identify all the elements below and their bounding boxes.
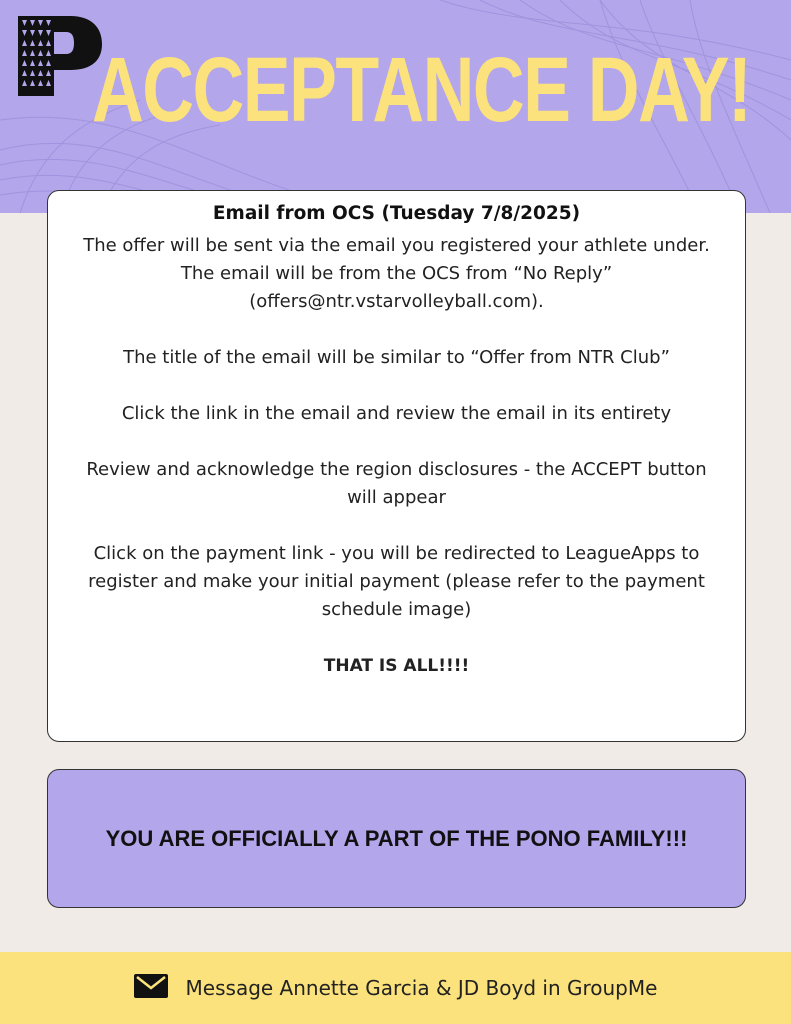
card-title: Email from OCS (Tuesday 7/8/2025) (212, 203, 581, 224)
footer-text: Message Annette Garcia & JD Boyd in GroupMe (185, 976, 658, 1000)
family-banner-text: YOU ARE OFFICIALLY A PART OF THE PONO FAMILY!!! (105, 825, 688, 851)
instruction-paragraph: The title of the email will be similar to “Offer from NTR Club” (123, 347, 670, 368)
closing-line: THAT IS ALL!!!! (323, 656, 470, 676)
header-band (0, 0, 791, 213)
page-title: ACCEPTANCE DAY! (92, 39, 751, 141)
instructions-card (47, 190, 746, 742)
instruction-paragraph: Click on the payment link - you will be redirected to LeagueApps to register and make your initial payment (please refer to the payment schedule image) (88, 543, 705, 620)
pono-logo-icon (18, 16, 102, 96)
instruction-paragraph: Review and acknowledge the region disclosures - the ACCEPT button will appear (86, 459, 707, 508)
footer-bar (0, 952, 791, 1024)
mail-icon (134, 974, 168, 1002)
instruction-paragraph: Click the link in the email and review the email in its entirety (121, 403, 672, 424)
instruction-paragraph: The offer will be sent via the email you registered your athlete under. The email will be from the OCS from “No Reply” (offers@ntr.vstarvolleyball.com). (83, 235, 710, 312)
family-banner (47, 769, 746, 908)
